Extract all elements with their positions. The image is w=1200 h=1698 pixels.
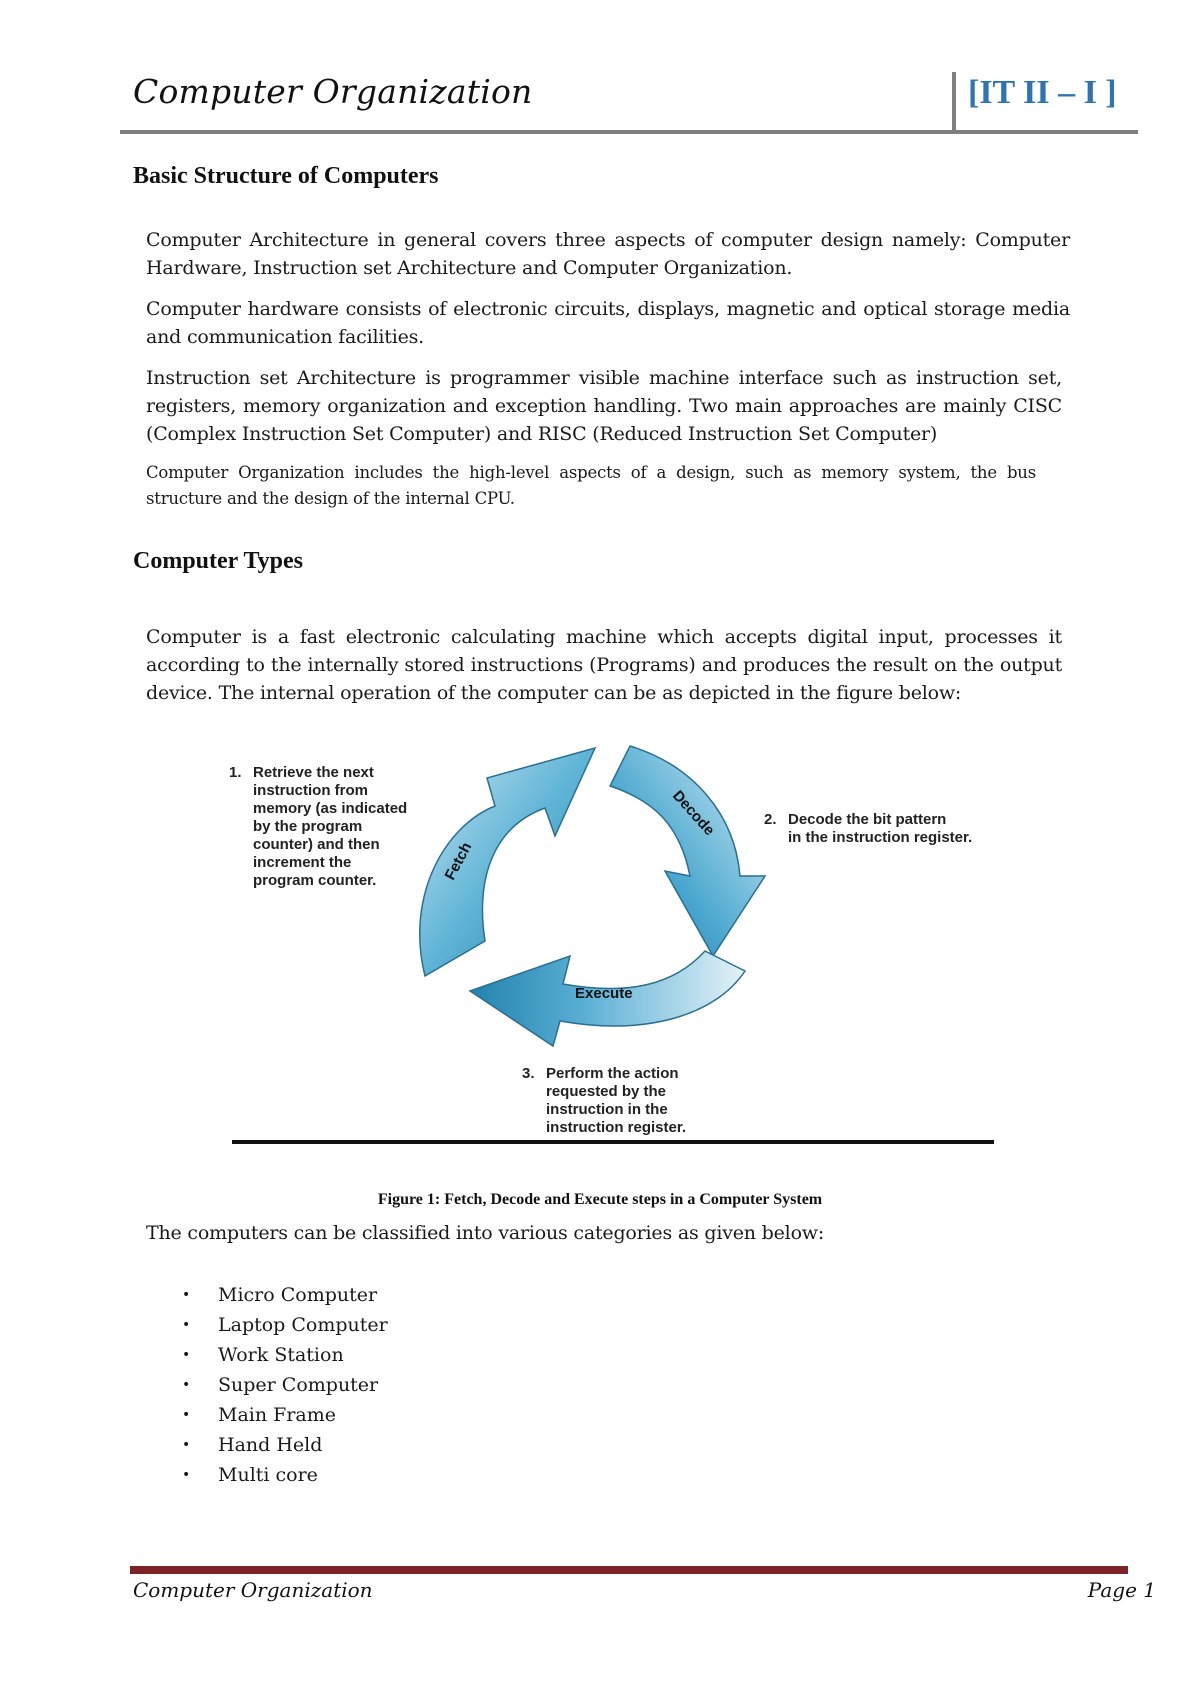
step-1-number: 1.: [229, 764, 242, 781]
step-2-line: in the instruction register.: [788, 829, 973, 846]
step-3-line: Perform the action: [546, 1065, 679, 1082]
footer-rule: [130, 1566, 1128, 1574]
bullet-icon: •: [182, 1437, 191, 1453]
step-3-line: instruction register.: [546, 1119, 687, 1136]
fetch-arrow-shape: [420, 748, 595, 976]
figure-bottom-rule: [232, 1140, 994, 1144]
list-item: [182, 1340, 388, 1370]
list-item: [182, 1280, 388, 1310]
list-item-text: Super Computer: [218, 1374, 379, 1396]
list-item-text: Micro Computer: [218, 1284, 378, 1306]
decode-arrow-shape: [610, 746, 765, 956]
figure-caption: Figure 1: Fetch, Decode and Execute steps in a Computer System: [377, 1191, 823, 1208]
step-3-number: 3.: [522, 1065, 535, 1082]
bullet-icon: •: [182, 1287, 191, 1303]
paragraph-architecture: Computer Architecture in general covers three aspects of computer design namely: Computer Hardware, Instruction set Architecture and Computer Organization.: [146, 229, 1070, 279]
execute-arrow-label: Execute: [575, 985, 633, 1002]
list-item-text: Hand Held: [218, 1434, 323, 1456]
bullet-icon: •: [182, 1377, 191, 1393]
step-1-line: memory (as indicated: [253, 800, 408, 817]
step-1-label: [229, 764, 408, 889]
step-3-line: instruction in the: [546, 1101, 668, 1118]
computer-category-list: [182, 1280, 388, 1490]
list-item-text: Work Station: [218, 1344, 344, 1366]
footer-page-number: Page 1: [1087, 1578, 1156, 1602]
decode-arrow-label: Decode: [669, 787, 718, 839]
list-item-text: Laptop Computer: [218, 1314, 388, 1336]
list-item: [182, 1400, 388, 1430]
header-divider: [952, 72, 956, 132]
step-1-line: instruction from: [253, 782, 368, 799]
step-3-line: requested by the: [546, 1083, 667, 1100]
step-1-line: increment the: [253, 854, 352, 871]
step-2-line: Decode the bit pattern: [788, 811, 947, 828]
paragraph-hardware: Computer hardware consists of electronic circuits, displays, magnetic and optical storage media and communication facilities.: [146, 298, 1070, 348]
list-item-text: Multi core: [218, 1464, 318, 1486]
list-item: [182, 1370, 388, 1400]
fetch-arrow-label: Fetch: [441, 839, 476, 883]
list-item-text: Main Frame: [218, 1404, 336, 1426]
step-2-number: 2.: [764, 811, 777, 828]
bullet-icon: •: [182, 1407, 191, 1423]
header-rule: [120, 130, 1138, 134]
step-1-line: program counter.: [253, 872, 377, 889]
step-1-line: Retrieve the next: [253, 764, 374, 781]
step-1-line: by the program: [253, 818, 363, 835]
list-item: [182, 1430, 388, 1460]
step-2-label: [764, 811, 973, 846]
paragraph-isa: Instruction set Architecture is programmer visible machine interface such as instruction set, registers, memory organization and exception handling. Two main approaches are mainly CISC (Complex Instruction Set Computer) and RISC (Reduced Instruction Set Computer): [146, 367, 1062, 445]
list-item: [182, 1460, 388, 1490]
step-3-label: [522, 1065, 687, 1136]
header-course-code: [IT II – I ]: [968, 74, 1117, 111]
step-1-line: counter) and then: [253, 836, 380, 853]
paragraph-computer-types-intro: Computer is a fast electronic calculating machine which accepts digital input, processes it according to the internally stored instructions (Programs) and produces the result on the output device. The internal operation of the computer can be as depicted in the figure below:: [146, 626, 1062, 704]
section-heading-computer-types: Computer Types: [133, 548, 304, 574]
classification-intro: The computers can be classified into various categories as given below:: [146, 1222, 825, 1244]
header-title: Computer Organization: [133, 72, 533, 111]
footer-title: Computer Organization: [133, 1578, 373, 1602]
bullet-icon: •: [182, 1347, 191, 1363]
paragraph-organization: Computer Organization includes the high-level aspects of a design, such as memory system, the bus structure and the design of the internal CPU.: [146, 463, 1036, 508]
list-item: [182, 1310, 388, 1340]
section-heading-basic-structure: Basic Structure of Computers: [133, 163, 439, 189]
bullet-icon: •: [182, 1467, 191, 1483]
bullet-icon: •: [182, 1317, 191, 1333]
